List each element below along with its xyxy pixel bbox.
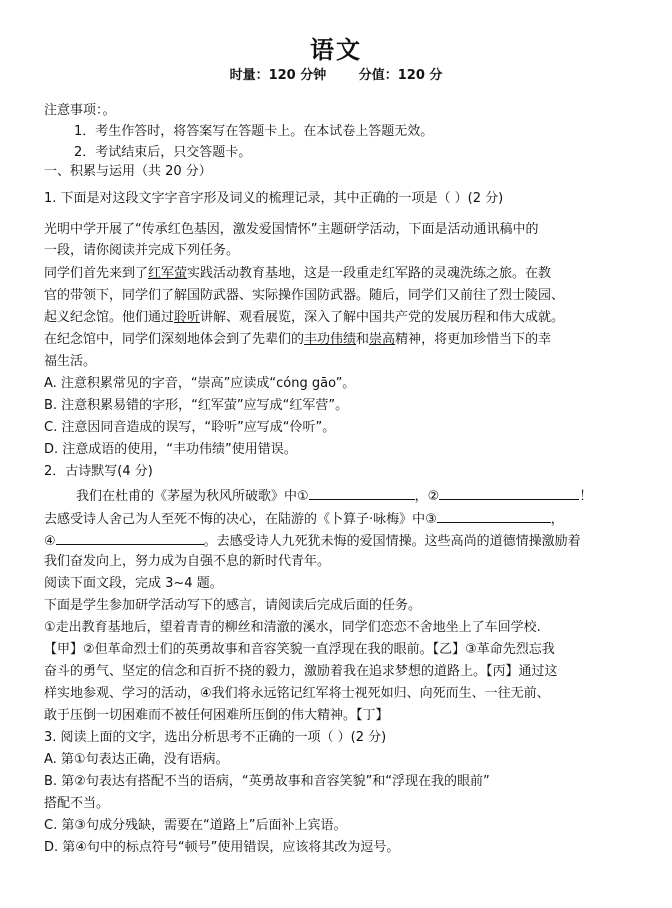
text-run: ，② [414, 489, 440, 504]
time-limit: 时量：120 分钟 [229, 68, 327, 83]
answer-blank[interactable] [56, 530, 204, 545]
passage-2-line [44, 330, 636, 350]
question-1: 1. 下面是对这段文字字音字形及词义的梳理记录，其中正确的一项是（ ）(2 分) [44, 191, 504, 206]
reading-passage-line: 样实地参观、学习的活动，④我们将永远铭记红军将士视死如归、向死而生、一往无前、 [44, 686, 550, 701]
notice-heading: 注意事项：。 [44, 103, 116, 118]
text-run: 起义纪念馆。他们通过 [44, 310, 175, 325]
poetry-line: 我们奋发向上，努力成为自强不息的新时代青年。 [44, 554, 331, 569]
notice-item-1: 1．考生作答时，将答案写在答题卡上。在本试卷上答题无效。 [74, 124, 434, 139]
option-d: D. 第④句中的标点符号“顿号”使用错误，应该将其改为逗号。 [44, 840, 400, 855]
underlined-term: 崇高 [369, 332, 396, 347]
text-run: ， [550, 512, 564, 527]
reading-passage-line: 敢于压倒一切困难而不被任何困难所压倒的伟大精神。【丁】 [44, 708, 389, 723]
passage-2-line [44, 308, 636, 328]
text-run: 讲解、观看展览，深入了解中国共产党的发展历程和伟大成就。 [200, 310, 565, 325]
underlined-term: 红军萤 [148, 266, 188, 281]
page-title: 语文 [310, 36, 362, 64]
text-run: ！ [579, 489, 593, 504]
text-run: 我们在杜甫的《茅屋为秋风所破歌》中① [76, 489, 309, 504]
section-heading: 一、积累与运用（共 20 分） [44, 164, 212, 179]
text-run: ④ [44, 534, 56, 549]
reading-passage-line: ①走出教育基地后，望着青青的柳丝和清澈的溪水，同学们恋恋不舍地坐上了车回学校. [44, 620, 541, 635]
passage-2-line: 福生活。 [44, 354, 97, 369]
text-run: 精神，将更加珍惜当下的幸 [395, 332, 552, 347]
passage-2-line [44, 264, 636, 284]
option-c: C. 第③句成分残缺，需要在“道路上”后面补上宾语。 [44, 818, 347, 833]
answer-blank[interactable] [309, 485, 415, 500]
underlined-term: 丰功伟绩 [304, 332, 357, 347]
option-a: A. 第①句表达正确，没有语病。 [44, 752, 229, 767]
reading-heading: 阅读下面文段，完成 3~4 题。 [44, 576, 223, 591]
answer-blank[interactable] [439, 485, 579, 500]
text-run: 。去感受诗人九死犹未悔的爱国情操。这些高尚的道德情操激励着 [203, 534, 581, 549]
option-b: B. 注意积累易错的字形，“红军萤”应写成“红军营”。 [44, 398, 349, 413]
question-3: 3. 阅读上面的文字，选出分析思考不正确的一项（ ）(2 分) [44, 730, 387, 745]
reading-passage-line: 奋斗的勇气、坚定的信念和百折不挠的毅力，激励着我在追求梦想的道路上。【丙】通过这 [44, 664, 558, 679]
poetry-line [44, 530, 636, 552]
passage-1-line: 光明中学开展了“传承红色基因，激发爱国情怀”主题研学活动，下面是活动通讯稿中的 [44, 222, 539, 237]
poetry-line [76, 485, 636, 507]
exam-meta [0, 64, 672, 83]
poetry-line [44, 508, 636, 530]
option-a: A. 注意积累常见的字音，“崇高”应读成“cóng gāo”。 [44, 376, 356, 391]
text-run: 实践活动教育基地，这是一段重走红军路的灵魂洗练之旅。在教 [187, 266, 552, 281]
underlined-term: 聆听 [174, 310, 201, 325]
text-run: 去感受诗人舍己为人至死不悔的决心，在陆游的《卜算子·咏梅》中③ [44, 512, 437, 527]
notice-item-2: 2．考试结束后，只交答题卡。 [74, 145, 252, 160]
passage-2-line: 官的带领下，同学们了解国防武器、实际操作国防武器。随后，同学们又前往了烈士陵园、 [44, 288, 565, 303]
total-score: 分值：120 分 [358, 68, 443, 83]
option-b-continued: 搭配不当。 [44, 796, 110, 811]
passage-1-line: 一段，请你阅读并完成下列任务。 [44, 243, 240, 258]
reading-intro: 下面是学生参加研学活动写下的感言，请阅读后完成后面的任务。 [44, 598, 422, 613]
answer-blank[interactable] [437, 508, 551, 523]
text-run: 在纪念馆中，同学们深刻地体会到了先辈们的 [44, 332, 305, 347]
option-b: B. 第②句表达有搭配不当的语病，“英勇故事和音容笑貌”和“浮现在我的眼前” [44, 774, 490, 789]
reading-passage-line: 【甲】②但革命烈士们的英勇故事和音容笑貌一直浮现在我的眼前。【乙】③革命先烈忘我 [44, 642, 555, 657]
question-2: 2．古诗默写(4 分) [44, 464, 153, 479]
option-c: C. 注意因同音造成的误写，“聆听”应写成“伶听”。 [44, 420, 336, 435]
option-d: D. 注意成语的使用，“丰功伟绩”使用错误。 [44, 442, 297, 457]
text-run: 同学们首先来到了 [44, 266, 149, 281]
text-run: 和 [356, 332, 370, 347]
